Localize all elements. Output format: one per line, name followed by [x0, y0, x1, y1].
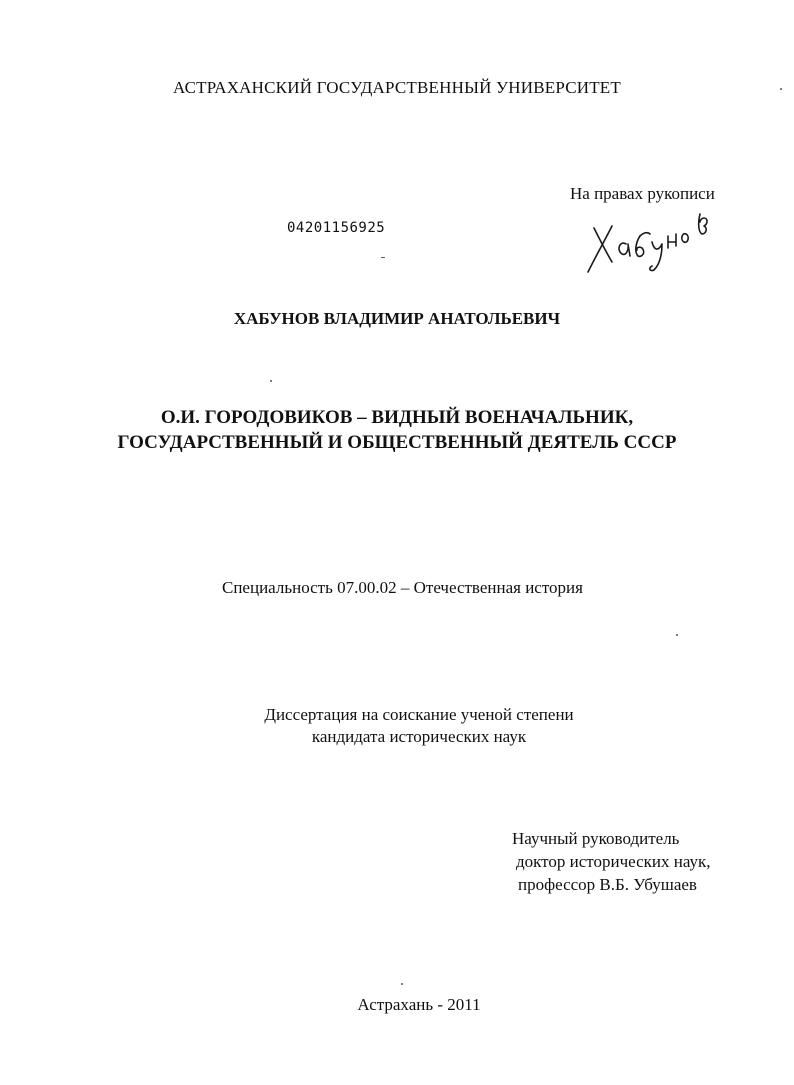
signature-handwriting	[582, 200, 722, 280]
dissertation-line-1: Диссертация на соискание ученой степени	[264, 705, 574, 724]
city-year: Астрахань - 2011	[357, 995, 481, 1014]
title-line-2: ГОСУДАРСТВЕННЫЙ И ОБЩЕСТВЕННЫЙ ДЕЯТЕЛЬ СССР	[117, 432, 677, 453]
scan-speck	[381, 257, 385, 258]
dissertation-line-2: кандидата исторических наук	[311, 727, 527, 746]
author-name: ХАБУНОВ ВЛАДИМИР АНАТОЛЬЕВИЧ	[233, 309, 561, 328]
scientific-supervisor	[512, 827, 711, 896]
scan-speck	[676, 634, 678, 636]
scan-speck	[270, 380, 272, 382]
title-line-1: О.И. ГОРОДОВИКОВ – ВИДНЫЙ ВОЕНАЧАЛЬНИК,	[160, 407, 634, 428]
manuscript-rights-note: На правах рукописи	[570, 184, 715, 203]
dissertation-degree	[0, 704, 794, 748]
scan-speck	[401, 983, 403, 985]
dissertation-title	[0, 405, 794, 455]
supervisor-degree: доктор исторических наук,	[516, 852, 711, 871]
specialty: Специальность 07.00.02 – Отечественная история	[222, 578, 583, 597]
catalog-number: 04201156925	[287, 220, 386, 236]
supervisor-role: Научный руководитель	[512, 829, 680, 848]
supervisor-name: профессор В.Б. Убушаев	[518, 875, 697, 894]
university-name: АСТРАХАНСКИЙ ГОСУДАРСТВЕННЫЙ УНИВЕРСИТЕТ	[173, 78, 621, 97]
author-signature	[582, 200, 722, 280]
scan-speck	[780, 88, 782, 90]
